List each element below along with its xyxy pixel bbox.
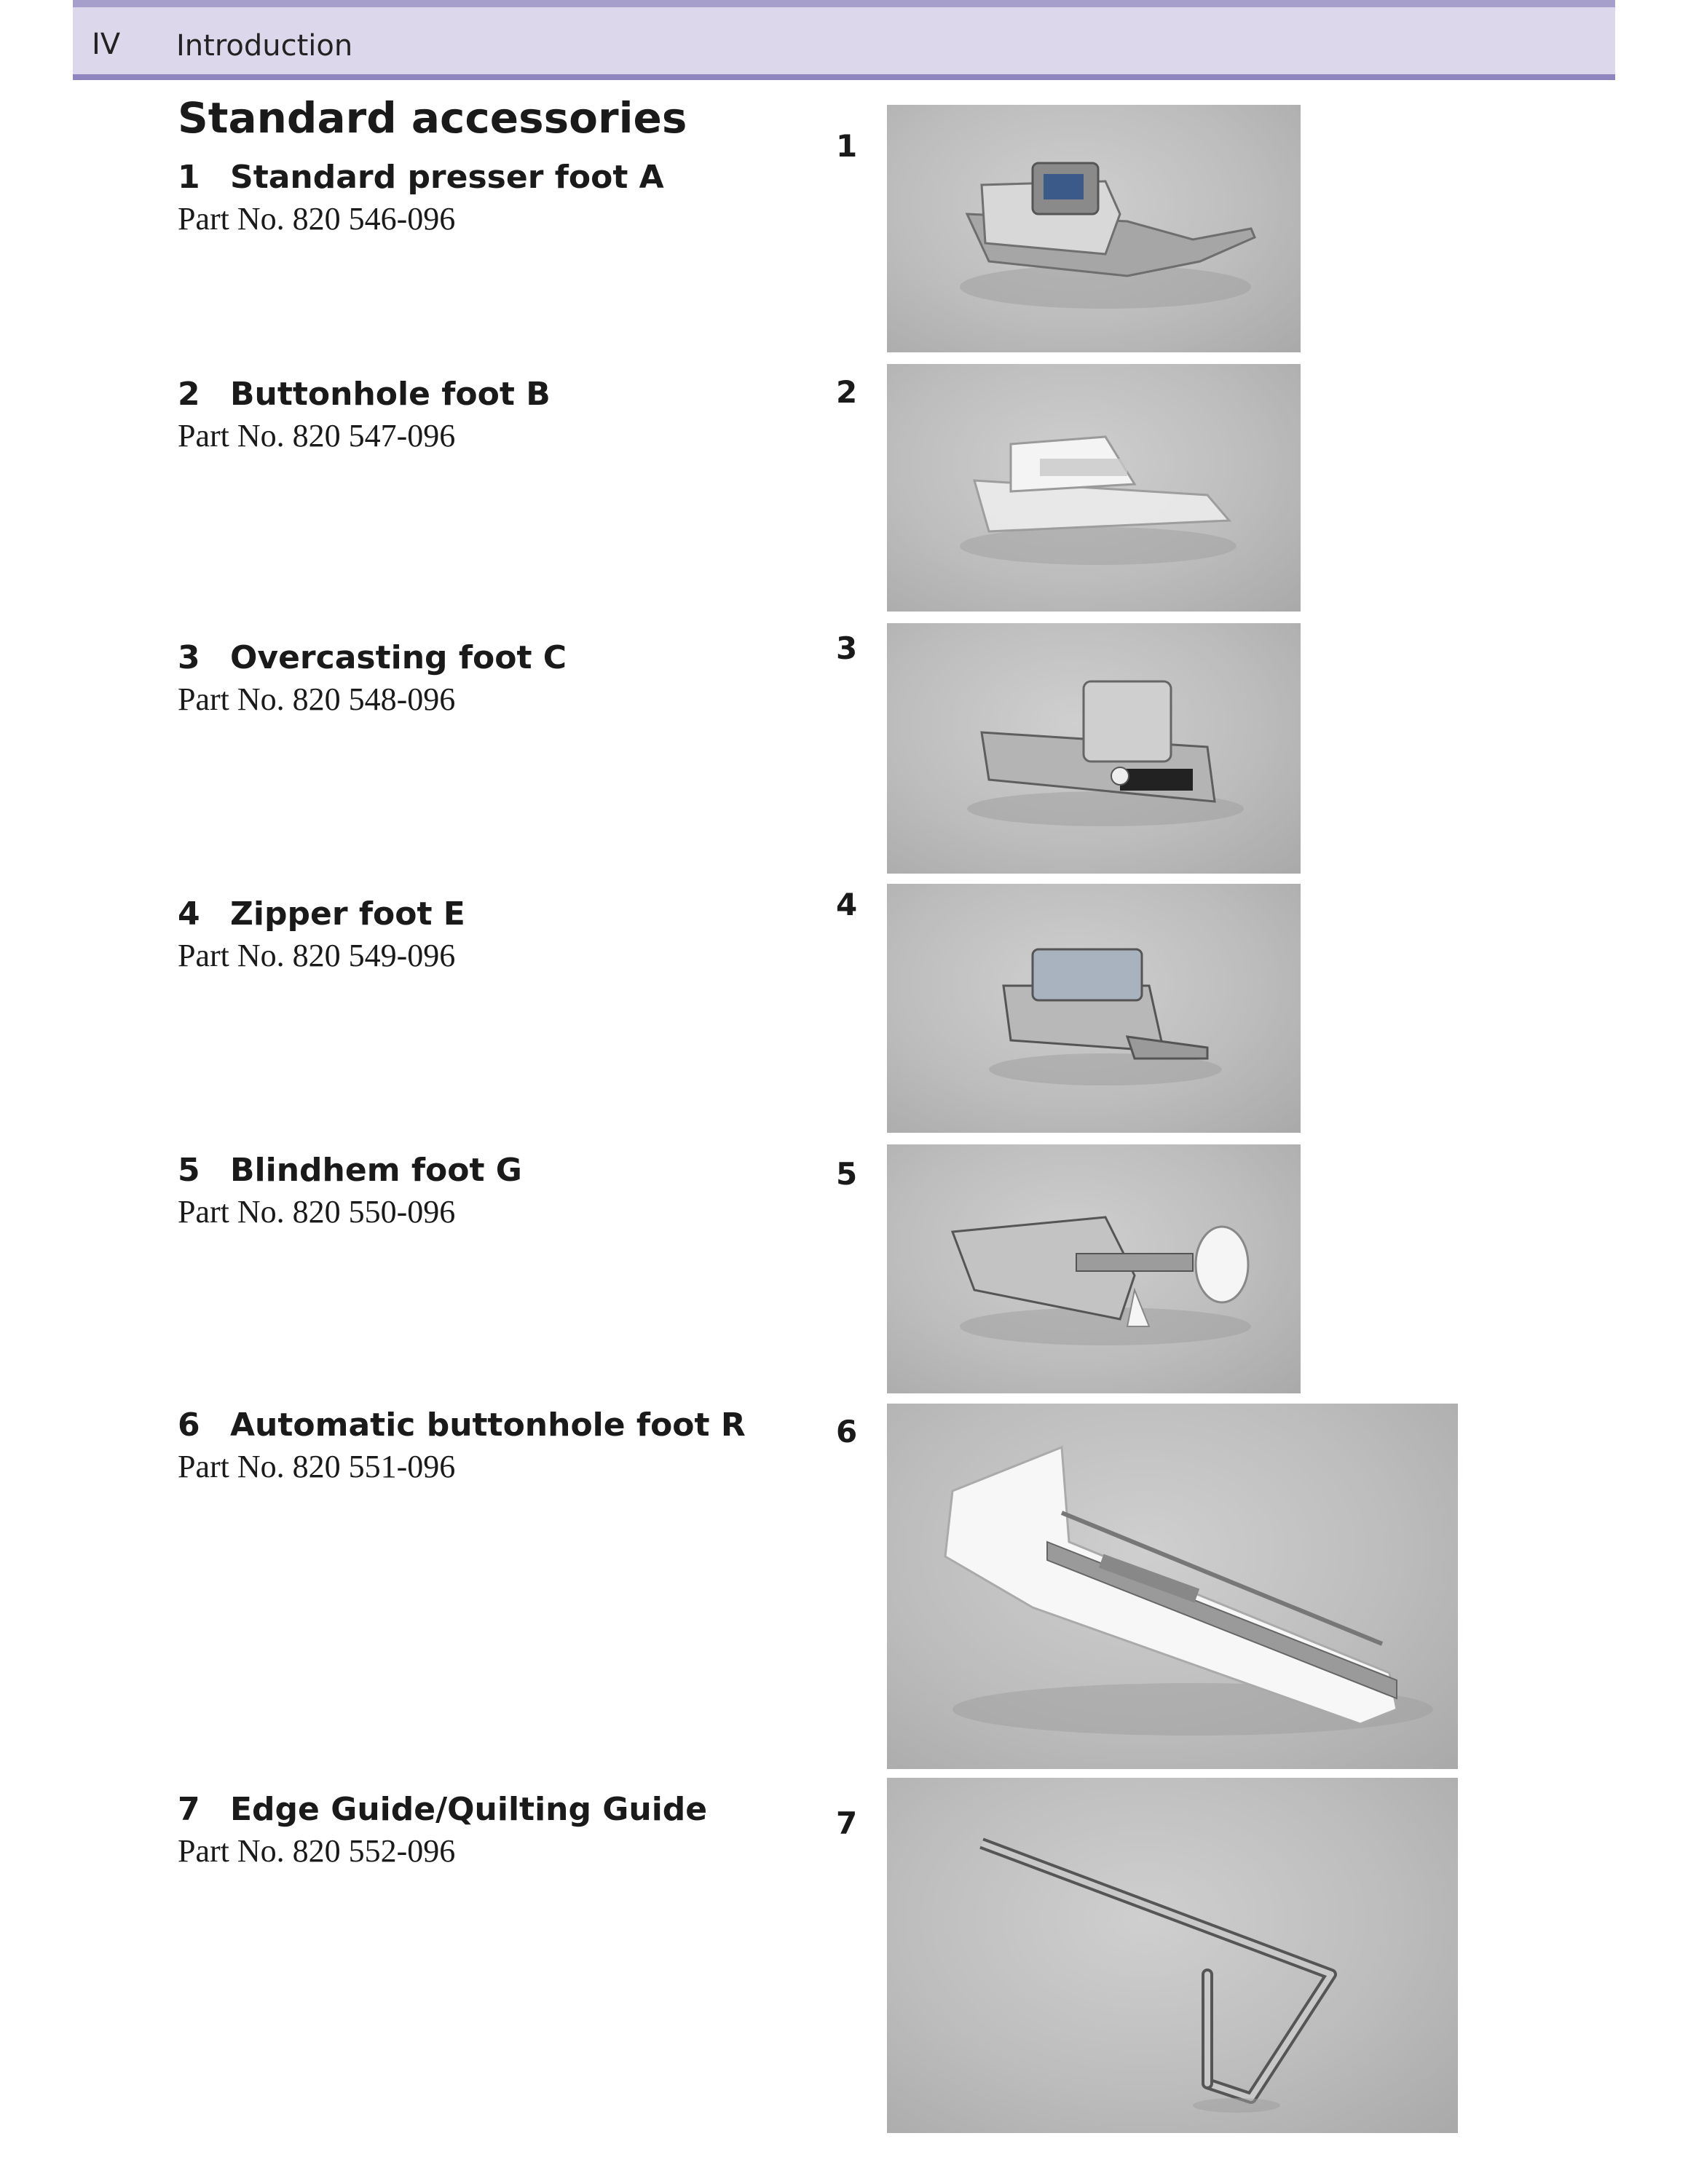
zipper-foot-e-icon: [887, 884, 1301, 1133]
overcasting-foot-c-icon: [887, 623, 1301, 874]
page-title: Standard accessories: [178, 93, 687, 143]
edge-quilting-guide-icon: [887, 1778, 1458, 2133]
accessory-item: [178, 376, 551, 454]
part-number: Part No. 820 551-096: [178, 1449, 456, 1484]
part-number: Part No. 820 548-096: [178, 681, 456, 717]
accessory-item: [178, 1152, 522, 1230]
automatic-buttonhole-foot-r-icon: [887, 1404, 1458, 1769]
accessory-name: 2 Buttonhole foot B: [178, 376, 551, 413]
part-number: Part No. 820 546-096: [178, 201, 456, 237]
part-number: Part No. 820 547-096: [178, 418, 456, 454]
accessory-item: [178, 1791, 707, 1870]
accessory-name: 1 Standard presser foot A: [178, 159, 664, 196]
part-number: Part No. 820 552-096: [178, 1833, 456, 1869]
accessory-item: [178, 639, 567, 718]
figure-label: 3: [836, 630, 858, 666]
accessory-name: 4 Zipper foot E: [178, 895, 465, 933]
accessory-item: [178, 895, 465, 974]
part-number: Part No. 820 549-096: [178, 938, 456, 973]
accessory-name: 7 Edge Guide/Quilting Guide: [178, 1791, 708, 1828]
accessory-item: [178, 159, 664, 237]
figure-label: 2: [836, 374, 858, 410]
accessory-name: 3 Overcasting foot C: [178, 639, 567, 676]
section-title: Introduction: [176, 29, 353, 63]
figure-label: 6: [836, 1414, 858, 1449]
figure-label: 4: [836, 887, 858, 922]
accessory-name: 6 Automatic buttonhole foot R: [178, 1406, 746, 1444]
part-number: Part No. 820 550-096: [178, 1194, 456, 1230]
figure-label: 7: [836, 1805, 858, 1841]
presser-foot-a-icon: [887, 105, 1301, 352]
figure-label: 5: [836, 1156, 858, 1192]
running-header: [73, 0, 1615, 80]
buttonhole-foot-b-icon: [887, 364, 1301, 612]
accessory-name: 5 Blindhem foot G: [178, 1152, 522, 1189]
blindhem-foot-g-icon: [887, 1144, 1301, 1393]
page-number: IV: [92, 28, 121, 61]
accessory-item: [178, 1406, 746, 1485]
figure-label: 1: [836, 128, 858, 164]
